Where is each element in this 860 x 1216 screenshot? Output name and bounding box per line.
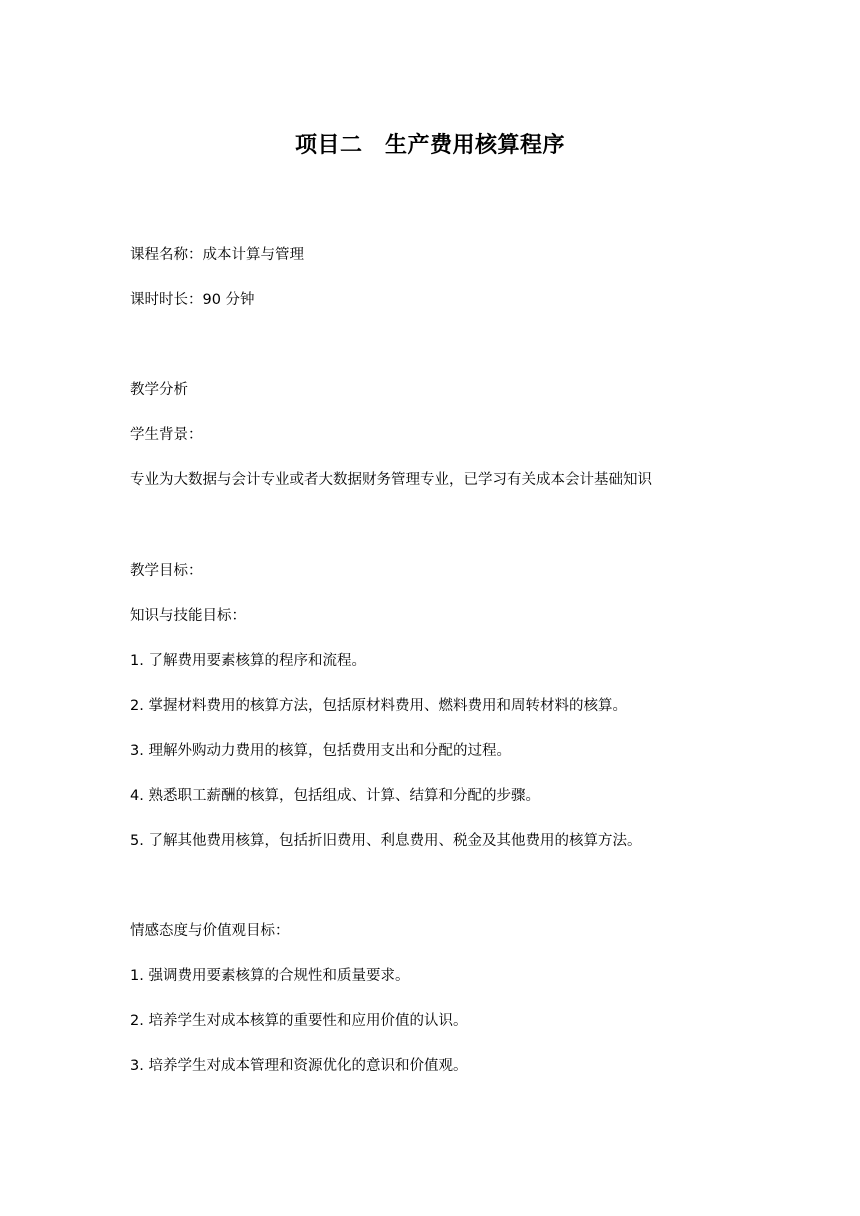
knowledge-item: 5. 了解其他费用核算，包括折旧费用、利息费用、税金及其他费用的核算方法。 — [130, 833, 642, 849]
knowledge-item: 3. 理解外购动力费用的核算，包括费用支出和分配的过程。 — [130, 743, 511, 759]
background-heading: 学生背景： — [130, 427, 203, 443]
knowledge-item: 4. 熟悉职工薪酬的核算，包括组成、计算、结算和分配的步骤。 — [130, 788, 540, 804]
values-item: 1. 强调费用要素核算的合规性和质量要求。 — [130, 968, 410, 984]
values-item: 2. 培养学生对成本核算的重要性和应用价值的认识。 — [130, 1013, 468, 1029]
knowledge-item: 1. 了解费用要素核算的程序和流程。 — [130, 653, 366, 669]
values-heading: 情感态度与价值观目标： — [130, 923, 290, 939]
analysis-heading: 教学分析 — [130, 382, 188, 398]
document-title: 项目二 生产费用核算程序 — [294, 133, 565, 158]
course-duration: 课时时长：90 分钟 — [130, 292, 255, 308]
course-name: 课程名称：成本计算与管理 — [130, 247, 304, 263]
objectives-heading: 教学目标： — [130, 563, 203, 579]
knowledge-item: 2. 掌握材料费用的核算方法，包括原材料费用、燃料费用和周转材料的核算。 — [130, 698, 627, 714]
values-item: 3. 培养学生对成本管理和资源优化的意识和价值观。 — [130, 1058, 468, 1074]
knowledge-heading: 知识与技能目标： — [130, 608, 246, 624]
background-text: 专业为大数据与会计专业或者大数据财务管理专业，已学习有关成本会计基础知识 — [130, 472, 652, 488]
